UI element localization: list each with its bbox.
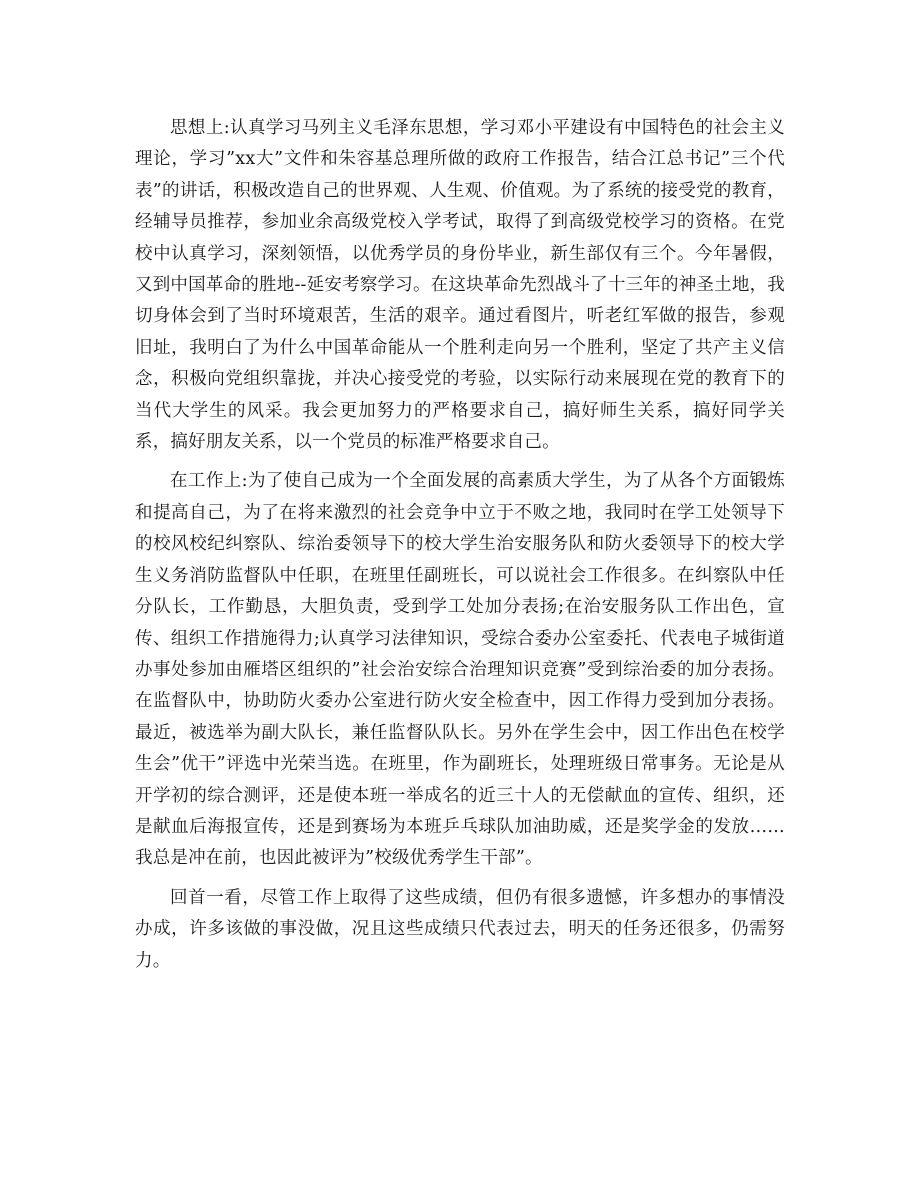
paragraph-ideology: 思想上:认真学习马列主义毛泽东思想，学习邓小平建设有中国特色的社会主义理论，学习”xx大”文件和朱容基总理所做的政府工作报告，结合江总书记”三个代表”的讲话，积极改造自己的世界观、人生观、价值观。为了系统的接受党的教育，经辅导员推荐，参加业余高级党校入学考试，取得了到高级党校学习的资格。在党校中认真学习，深刻领悟，以优秀学员的身份毕业，新生部仅有三个。今年暑假，又到中国革命的胜地--延安考察学习。在这块革命先烈战斗了十三年的神圣土地，我切身体会到了当时环境艰苦，生活的艰辛。通过看图片，听老红军做的报告，参观旧址，我明白了为什么中国革命能从一个胜利走向另一个胜利，坚定了共产主义信念，积极向党组织靠拢，并决心接受党的考验，以实际行动来展现在党的教育下的当代大学生的风采。我会更加努力的严格要求自己，搞好师生关系，搞好同学关系，搞好朋友关系，以一个党员的标准严格要求自己。 [135,118,785,453]
paragraph-reflection: 回首一看，尽管工作上取得了这些成绩，但仍有很多遗憾，许多想办的事情没办成，许多该做的事没做，况且这些成绩只代表过去，明天的任务还很多，仍需努力。 [135,887,785,971]
paragraph-work: 在工作上:为了使自己成为一个全面发展的高素质大学生，为了从各个方面锻炼和提高自己，为了在将来激烈的社会竞争中立于不败之地，我同时在学工处领导下的校风校纪纠察队、综治委领导下的校大学生治安服务队和防火委领导下的校大学生义务消防监督队中任职，在班里任副班长，可以说社会工作很多。在纠察队中任分队长，工作勤恳，大胆负责，受到学工处加分表扬;在治安服务队工作出色，宣传、组织工作措施得力;认真学习法律知识，受综合委办公室委托、代表电子城街道办事处参加由雁塔区组织的”社会治安综合治理知识竞赛”受到综治委的加分表扬。在监督队中，协助防火委办公室进行防火安全检查中，因工作得力受到加分表扬。最近，被选举为副大队长，兼任监督队队长。另外在学生会中，因工作出色在校学生会”优干”评选中光荣当选。在班里，作为副班长，处理班级日常事务。无论是从开学初的综合测评，还是使本班一举成名的近三十人的无偿献血的宣传、组织，还是献血后海报宣传，还是到赛场为本班乒乓球队加油助威，还是奖学金的发放……我总是冲在前，也因此被评为”校级优秀学生干部”。 [135,471,785,869]
document-body [135,113,785,985]
